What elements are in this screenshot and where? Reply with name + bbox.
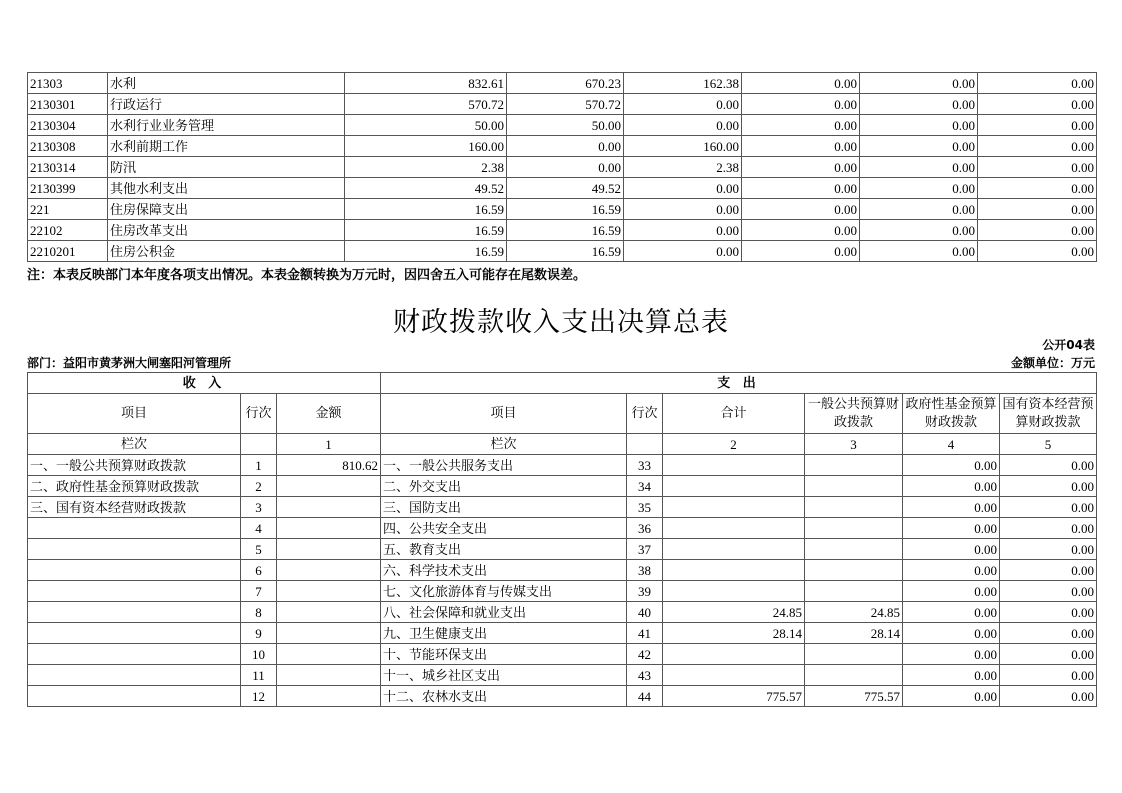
expense-total — [663, 476, 805, 497]
expense-item: 一、一般公共服务支出 — [381, 455, 627, 476]
income-item: 三、国有资本经营财政拨款 — [28, 497, 241, 518]
amount-col4: 0.00 — [742, 73, 860, 94]
expense-gov-fund: 0.00 — [903, 518, 1000, 539]
income-amount — [277, 665, 381, 686]
expense-item: 九、卫生健康支出 — [381, 623, 627, 644]
amount-col6: 0.00 — [978, 136, 1097, 157]
expense-row-no: 37 — [627, 539, 663, 560]
lane-3: 3 — [805, 434, 903, 455]
amount-col5: 0.00 — [860, 178, 978, 199]
income-item — [28, 623, 241, 644]
amount-project: 2.38 — [624, 157, 742, 178]
subject-code: 21303 — [28, 73, 108, 94]
amount-project: 0.00 — [624, 178, 742, 199]
amount-basic: 16.59 — [507, 241, 624, 262]
subject-code: 2210201 — [28, 241, 108, 262]
income-row-no: 1 — [241, 455, 277, 476]
income-row-no: 4 — [241, 518, 277, 539]
income-item — [28, 518, 241, 539]
income-item: 一、一般公共预算财政拨款 — [28, 455, 241, 476]
amount-col5: 0.00 — [860, 73, 978, 94]
income-amount — [277, 644, 381, 665]
expense-general-budget — [805, 644, 903, 665]
subject-code: 2130308 — [28, 136, 108, 157]
col-expense-row: 行次 — [627, 394, 663, 434]
expense-state-capital: 0.00 — [1000, 665, 1097, 686]
table-row — [28, 497, 1097, 518]
income-item: 二、政府性基金预算财政拨款 — [28, 476, 241, 497]
income-row-no: 7 — [241, 581, 277, 602]
amount-col6: 0.00 — [978, 73, 1097, 94]
expense-state-capital: 0.00 — [1000, 581, 1097, 602]
subject-code: 2130304 — [28, 115, 108, 136]
income-item — [28, 539, 241, 560]
amount-col6: 0.00 — [978, 115, 1097, 136]
amount-project: 0.00 — [624, 241, 742, 262]
table-row — [28, 157, 1097, 178]
amount-project: 0.00 — [624, 94, 742, 115]
income-row-no: 6 — [241, 560, 277, 581]
amount-total: 2.38 — [345, 157, 507, 178]
income-row-no: 2 — [241, 476, 277, 497]
table-row — [28, 560, 1097, 581]
table-row — [28, 199, 1097, 220]
expense-gov-fund: 0.00 — [903, 623, 1000, 644]
lane-label-expense: 栏次 — [381, 434, 627, 455]
amount-basic: 0.00 — [507, 136, 624, 157]
table-row — [28, 73, 1097, 94]
amount-col5: 0.00 — [860, 241, 978, 262]
amount-col4: 0.00 — [742, 199, 860, 220]
expense-state-capital: 0.00 — [1000, 497, 1097, 518]
income-amount — [277, 476, 381, 497]
expense-state-capital: 0.00 — [1000, 686, 1097, 707]
col-state-capital: 国有资本经营预算财政拨款 — [1000, 394, 1097, 434]
table-row — [28, 115, 1097, 136]
subject-name: 住房改革支出 — [108, 220, 345, 241]
expense-general-budget — [805, 518, 903, 539]
expense-total: 24.85 — [663, 602, 805, 623]
expense-state-capital: 0.00 — [1000, 539, 1097, 560]
table-row — [28, 518, 1097, 539]
amount-basic: 670.23 — [507, 73, 624, 94]
lane-4: 4 — [903, 434, 1000, 455]
amount-total: 49.52 — [345, 178, 507, 199]
amount-total: 832.61 — [345, 73, 507, 94]
expense-general-budget — [805, 581, 903, 602]
income-amount — [277, 518, 381, 539]
amount-col5: 0.00 — [860, 115, 978, 136]
amount-unit-label: 金额单位：万元 — [1010, 356, 1095, 370]
amount-project: 0.00 — [624, 115, 742, 136]
subject-code: 2130301 — [28, 94, 108, 115]
expense-gov-fund: 0.00 — [903, 602, 1000, 623]
expense-item: 六、科学技术支出 — [381, 560, 627, 581]
amount-total: 16.59 — [345, 199, 507, 220]
amount-col4: 0.00 — [742, 94, 860, 115]
table-row — [28, 178, 1097, 199]
amount-total: 50.00 — [345, 115, 507, 136]
income-row-no: 8 — [241, 602, 277, 623]
income-amount — [277, 623, 381, 644]
income-section-header: 收 入 — [28, 373, 381, 394]
income-row-no: 10 — [241, 644, 277, 665]
table-row — [28, 136, 1097, 157]
amount-col4: 0.00 — [742, 220, 860, 241]
amount-project: 0.00 — [624, 220, 742, 241]
income-amount — [277, 560, 381, 581]
amount-col4: 0.00 — [742, 136, 860, 157]
expense-item: 十一、城乡社区支出 — [381, 665, 627, 686]
income-amount — [277, 581, 381, 602]
expense-general-budget — [805, 455, 903, 476]
table-note: 注：本表反映部门本年度各项支出情况。本表金额转换为万元时，因四舍五入可能存在尾数误差。 — [27, 268, 587, 283]
form-code: 公开04表 — [1042, 338, 1095, 352]
amount-project: 0.00 — [624, 199, 742, 220]
table-row — [28, 602, 1097, 623]
expense-total — [663, 518, 805, 539]
income-item — [28, 602, 241, 623]
amount-col5: 0.00 — [860, 94, 978, 115]
amount-col6: 0.00 — [978, 178, 1097, 199]
expense-total — [663, 581, 805, 602]
page-title: 财政拨款收入支出决算总表 — [393, 307, 729, 338]
table-row — [28, 241, 1097, 262]
expense-row-no: 43 — [627, 665, 663, 686]
amount-basic: 16.59 — [507, 199, 624, 220]
subject-name: 水利前期工作 — [108, 136, 345, 157]
expense-general-budget — [805, 560, 903, 581]
expense-row-no: 38 — [627, 560, 663, 581]
expense-gov-fund: 0.00 — [903, 644, 1000, 665]
expense-row-no: 41 — [627, 623, 663, 644]
amount-basic: 50.00 — [507, 115, 624, 136]
amount-total: 16.59 — [345, 220, 507, 241]
expense-item: 十二、农林水支出 — [381, 686, 627, 707]
income-item — [28, 644, 241, 665]
subject-name: 水利 — [108, 73, 345, 94]
expense-item: 四、公共安全支出 — [381, 518, 627, 539]
expense-general-budget: 24.85 — [805, 602, 903, 623]
expense-row-no: 34 — [627, 476, 663, 497]
income-row-no: 9 — [241, 623, 277, 644]
amount-basic: 0.00 — [507, 157, 624, 178]
expense-general-budget — [805, 665, 903, 686]
amount-project: 162.38 — [624, 73, 742, 94]
amount-basic: 16.59 — [507, 220, 624, 241]
income-item — [28, 560, 241, 581]
col-expense-item: 项目 — [381, 394, 627, 434]
expense-state-capital: 0.00 — [1000, 455, 1097, 476]
table-row — [28, 94, 1097, 115]
income-row-no: 5 — [241, 539, 277, 560]
amount-col4: 0.00 — [742, 157, 860, 178]
expense-total — [663, 539, 805, 560]
expense-gov-fund: 0.00 — [903, 539, 1000, 560]
table-row — [28, 455, 1097, 476]
lane-label-income: 栏次 — [28, 434, 241, 455]
expenditure-detail-table — [27, 72, 1097, 262]
table-row — [28, 686, 1097, 707]
amount-total: 570.72 — [345, 94, 507, 115]
expense-item: 八、社会保障和就业支出 — [381, 602, 627, 623]
expense-row-no: 40 — [627, 602, 663, 623]
expense-row-no: 36 — [627, 518, 663, 539]
income-amount — [277, 602, 381, 623]
expense-total — [663, 644, 805, 665]
subject-name: 其他水利支出 — [108, 178, 345, 199]
amount-total: 160.00 — [345, 136, 507, 157]
expense-row-no: 42 — [627, 644, 663, 665]
amount-col5: 0.00 — [860, 136, 978, 157]
col-income-item: 项目 — [28, 394, 241, 434]
expense-total — [663, 455, 805, 476]
amount-col6: 0.00 — [978, 241, 1097, 262]
amount-col4: 0.00 — [742, 178, 860, 199]
expense-general-budget: 28.14 — [805, 623, 903, 644]
expense-total: 775.57 — [663, 686, 805, 707]
expense-general-budget: 775.57 — [805, 686, 903, 707]
expense-gov-fund: 0.00 — [903, 560, 1000, 581]
table-row — [28, 539, 1097, 560]
expense-gov-fund: 0.00 — [903, 497, 1000, 518]
lane-2: 2 — [663, 434, 805, 455]
income-amount — [277, 539, 381, 560]
income-amount — [277, 497, 381, 518]
amount-basic: 49.52 — [507, 178, 624, 199]
table-row — [28, 665, 1097, 686]
table-row — [28, 623, 1097, 644]
lane-1: 1 — [277, 434, 381, 455]
expense-section-header: 支 出 — [381, 373, 1097, 394]
expense-general-budget — [805, 476, 903, 497]
subject-code: 2130314 — [28, 157, 108, 178]
amount-col5: 0.00 — [860, 199, 978, 220]
expense-state-capital: 0.00 — [1000, 644, 1097, 665]
col-general-budget: 一般公共预算财政拨款 — [805, 394, 903, 434]
income-row-no: 11 — [241, 665, 277, 686]
amount-col6: 0.00 — [978, 94, 1097, 115]
expense-general-budget — [805, 539, 903, 560]
lane-empty — [241, 434, 277, 455]
expense-gov-fund: 0.00 — [903, 476, 1000, 497]
income-item — [28, 686, 241, 707]
expense-gov-fund: 0.00 — [903, 665, 1000, 686]
income-row-no: 3 — [241, 497, 277, 518]
amount-total: 16.59 — [345, 241, 507, 262]
fiscal-summary-table — [27, 372, 1097, 707]
expense-row-no: 39 — [627, 581, 663, 602]
expense-state-capital: 0.00 — [1000, 560, 1097, 581]
col-income-row: 行次 — [241, 394, 277, 434]
subject-code: 22102 — [28, 220, 108, 241]
expense-total — [663, 497, 805, 518]
subject-name: 水利行业业务管理 — [108, 115, 345, 136]
expense-general-budget — [805, 497, 903, 518]
table-row — [28, 581, 1097, 602]
expense-total — [663, 560, 805, 581]
expense-state-capital: 0.00 — [1000, 602, 1097, 623]
amount-col5: 0.00 — [860, 157, 978, 178]
expense-total — [663, 665, 805, 686]
table-row — [28, 220, 1097, 241]
col-total: 合计 — [663, 394, 805, 434]
col-income-amount: 金额 — [277, 394, 381, 434]
table-row — [28, 644, 1097, 665]
amount-project: 160.00 — [624, 136, 742, 157]
expense-state-capital: 0.00 — [1000, 518, 1097, 539]
income-row-no: 12 — [241, 686, 277, 707]
subject-name: 行政运行 — [108, 94, 345, 115]
department-label: 部门：益阳市黄茅洲大闸塞阳河管理所 — [27, 356, 232, 370]
subject-name: 住房保障支出 — [108, 199, 345, 220]
income-item — [28, 581, 241, 602]
subject-name: 防汛 — [108, 157, 345, 178]
expense-item: 十、节能环保支出 — [381, 644, 627, 665]
amount-col6: 0.00 — [978, 199, 1097, 220]
expense-total: 28.14 — [663, 623, 805, 644]
expense-item: 二、外交支出 — [381, 476, 627, 497]
expense-item: 七、文化旅游体育与传媒支出 — [381, 581, 627, 602]
amount-col6: 0.00 — [978, 157, 1097, 178]
subject-code: 221 — [28, 199, 108, 220]
subject-name: 住房公积金 — [108, 241, 345, 262]
expense-gov-fund: 0.00 — [903, 455, 1000, 476]
lane-empty — [627, 434, 663, 455]
subject-code: 2130399 — [28, 178, 108, 199]
income-item — [28, 665, 241, 686]
income-amount — [277, 686, 381, 707]
amount-col4: 0.00 — [742, 115, 860, 136]
amount-col4: 0.00 — [742, 241, 860, 262]
table-row — [28, 476, 1097, 497]
expense-item: 五、教育支出 — [381, 539, 627, 560]
expense-state-capital: 0.00 — [1000, 476, 1097, 497]
expense-row-no: 35 — [627, 497, 663, 518]
expense-state-capital: 0.00 — [1000, 623, 1097, 644]
col-gov-fund: 政府性基金预算财政拨款 — [903, 394, 1000, 434]
income-amount: 810.62 — [277, 455, 381, 476]
expense-row-no: 44 — [627, 686, 663, 707]
lane-5: 5 — [1000, 434, 1097, 455]
amount-col6: 0.00 — [978, 220, 1097, 241]
expense-item: 三、国防支出 — [381, 497, 627, 518]
expense-gov-fund: 0.00 — [903, 581, 1000, 602]
amount-col5: 0.00 — [860, 220, 978, 241]
amount-basic: 570.72 — [507, 94, 624, 115]
expense-gov-fund: 0.00 — [903, 686, 1000, 707]
expense-row-no: 33 — [627, 455, 663, 476]
